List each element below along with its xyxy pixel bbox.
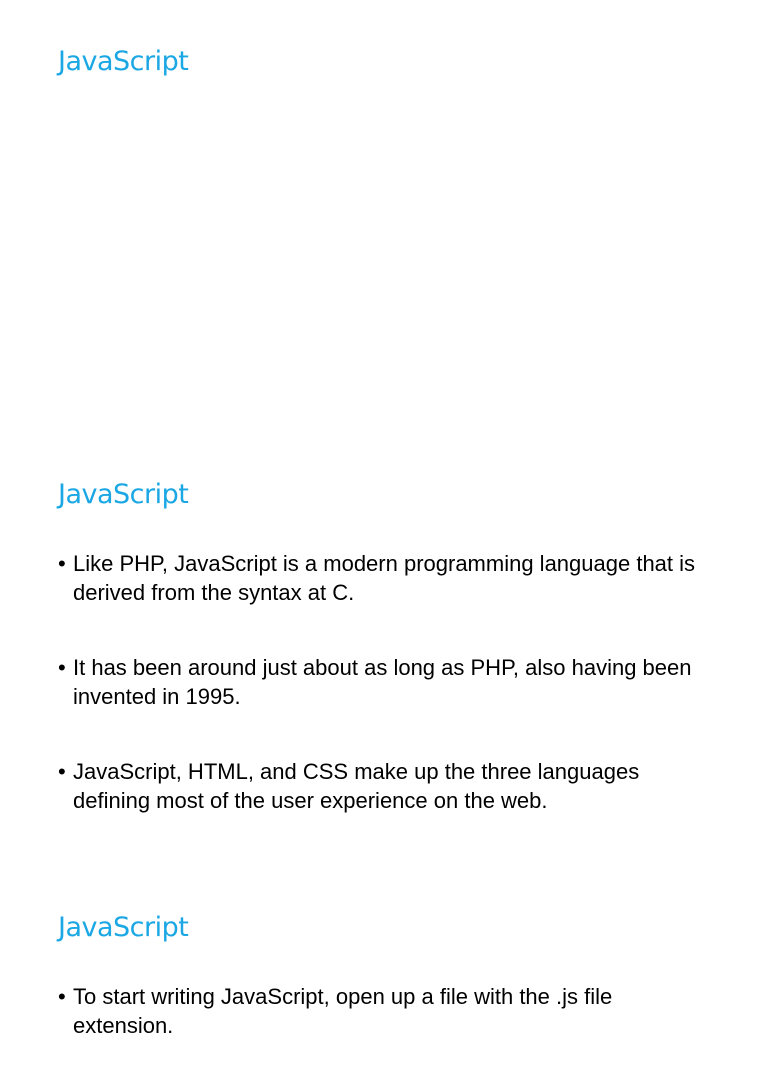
bullet-item — [58, 757, 718, 815]
bullet-item — [58, 653, 718, 711]
slide-title: JavaScript — [58, 912, 189, 943]
bullet-text: JavaScript, HTML, and CSS make up the three languages defining most of the user experience on the web. — [73, 759, 640, 813]
slide-1 — [0, 0, 768, 433]
slide-3 — [0, 866, 768, 1038]
bullet-text: It has been around just about as long as PHP, also having been invented in 1995. — [73, 655, 692, 709]
bullet-icon: • — [58, 655, 66, 680]
slide-2 — [0, 433, 768, 866]
bullet-text: Like PHP, JavaScript is a modern programming language that is derived from the syntax at C. — [73, 551, 696, 605]
bullet-icon: • — [58, 551, 66, 576]
bullet-list — [58, 982, 718, 1086]
bullet-item — [58, 982, 718, 1040]
slide-title: JavaScript — [58, 46, 189, 77]
bullet-icon: • — [58, 984, 66, 1009]
bullet-icon: • — [58, 759, 66, 784]
bullet-list — [58, 549, 718, 861]
bullet-item — [58, 549, 718, 607]
bullet-text: To start writing JavaScript, open up a file with the .js file extension. — [73, 984, 613, 1038]
slide-title: JavaScript — [58, 479, 189, 510]
